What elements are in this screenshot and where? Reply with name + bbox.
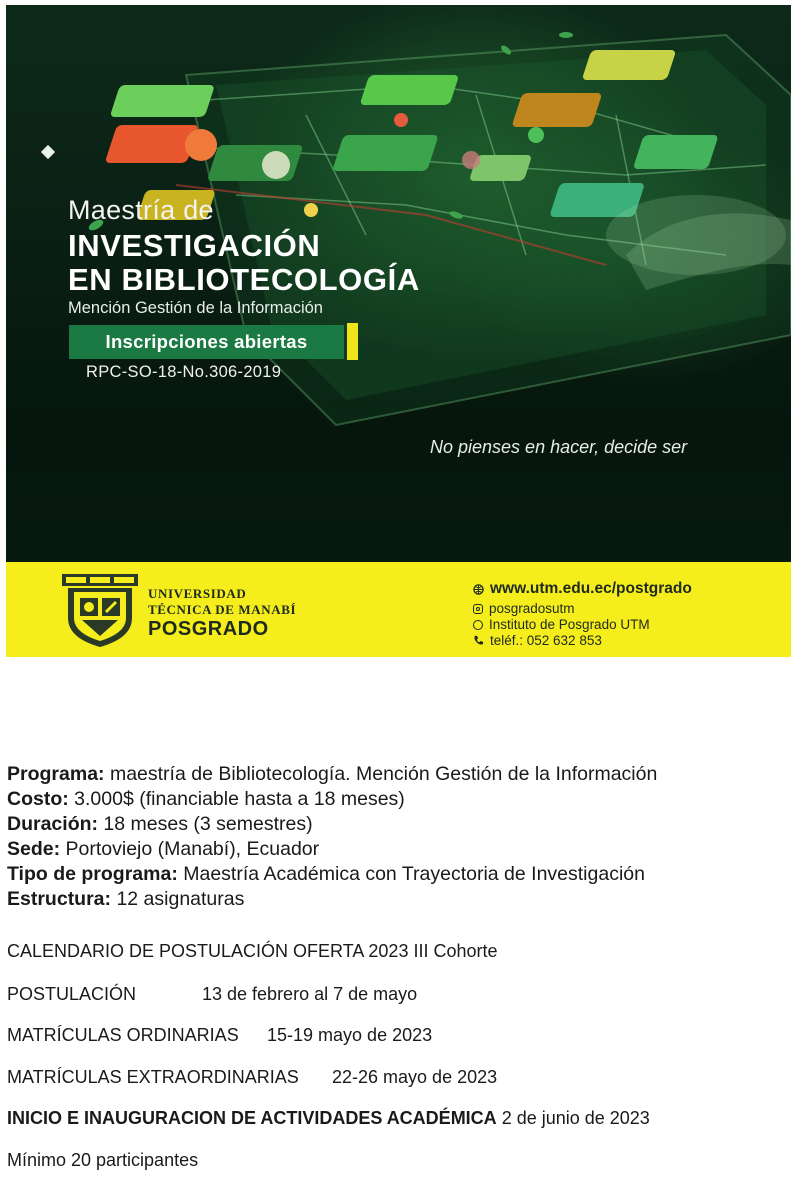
contact-facebook <box>473 617 650 632</box>
detail-label: Duración: <box>7 813 99 835</box>
globe-icon <box>473 584 484 595</box>
title-prefix: Maestría de <box>68 195 214 225</box>
calendar-value: 22-26 mayo de 2023 <box>332 1067 498 1087</box>
detail-value: 12 asignaturas <box>111 888 245 910</box>
web-url: www.utm.edu.ec/postgrado <box>490 580 692 597</box>
detail-value: 3.000$ (financiable hasta a 18 meses) <box>68 788 405 810</box>
calendar-label: MATRÍCULAS ORDINARIAS <box>7 1025 239 1045</box>
slogan: No pienses en hacer, decide ser <box>430 437 688 457</box>
enrollment-open-badge: Inscripciones abiertas <box>69 325 344 359</box>
contact-web <box>473 580 692 598</box>
calendar-label: POSTULACIÓN <box>7 984 137 1004</box>
phone-icon <box>473 635 484 646</box>
instagram-handle: posgradosutm <box>489 601 575 616</box>
detail-sede <box>7 838 319 861</box>
instagram-icon <box>473 604 483 614</box>
calendar-label: MATRÍCULAS EXTRAORDINARIAS <box>7 1067 299 1087</box>
detail-label: Programa: <box>7 763 105 785</box>
calendar-row-ordinarias <box>7 1025 797 1046</box>
calendar-value: 13 de febrero al 7 de mayo <box>202 984 418 1004</box>
detail-costo <box>7 788 405 811</box>
detail-label: Costo: <box>7 788 69 810</box>
detail-label: Estructura: <box>7 888 112 910</box>
university-line-1: UNIVERSIDAD <box>148 586 247 601</box>
calendar-heading: CALENDARIO DE POSTULACIÓN OFERTA 2023 III Cohorte <box>7 941 498 961</box>
university-crest-icon <box>60 574 140 648</box>
minimum-participants: Mínimo 20 participantes <box>7 1150 199 1170</box>
detail-value: maestría de Bibliotecología. Mención Gestión de la Información <box>104 763 658 785</box>
calendar-row-inicio <box>7 1108 797 1129</box>
program-subtitle: Mención Gestión de la Información <box>68 299 323 317</box>
program-poster <box>6 5 791 657</box>
university-line-2: TÉCNICA DE MANABÍ <box>148 602 297 617</box>
contact-instagram <box>473 601 575 616</box>
rpc-code: RPC-SO-18-No.306-2019 <box>86 363 282 381</box>
detail-value: 18 meses (3 semestres) <box>98 813 313 835</box>
facebook-page: Instituto de Posgrado UTM <box>489 617 650 632</box>
calendar-value: 15-19 mayo de 2023 <box>267 1025 433 1045</box>
calendar-label: INICIO E INAUGURACION DE ACTIVIDADES ACADÉMICA <box>7 1108 497 1128</box>
detail-label: Sede: <box>7 838 61 860</box>
calendar-row-extraordinarias <box>7 1067 797 1088</box>
detail-label: Tipo de programa: <box>7 863 178 885</box>
detail-value: Portoviejo (Manabí), Ecuador <box>60 838 320 860</box>
university-line-3: POSGRADO <box>148 618 269 640</box>
poster-footer <box>6 562 791 657</box>
detail-estructura <box>7 888 244 911</box>
poster-hero <box>6 5 791 562</box>
contact-phone <box>473 633 602 648</box>
title-line-1: INVESTIGACIÓN <box>68 228 321 263</box>
badge-accent-bar <box>347 323 358 360</box>
title-line-2: EN BIBLIOTECOLOGÍA <box>68 262 420 297</box>
calendar-row-postulacion <box>7 984 797 1005</box>
detail-tipo <box>7 863 645 886</box>
detail-value: Maestría Académica con Trayectoria de Investigación <box>177 863 645 885</box>
detail-duracion <box>7 813 313 836</box>
phone-number: teléf.: 052 632 853 <box>490 633 602 648</box>
detail-programa <box>7 763 657 786</box>
calendar-value: 2 de junio de 2023 <box>496 1108 650 1128</box>
facebook-icon <box>473 620 483 630</box>
